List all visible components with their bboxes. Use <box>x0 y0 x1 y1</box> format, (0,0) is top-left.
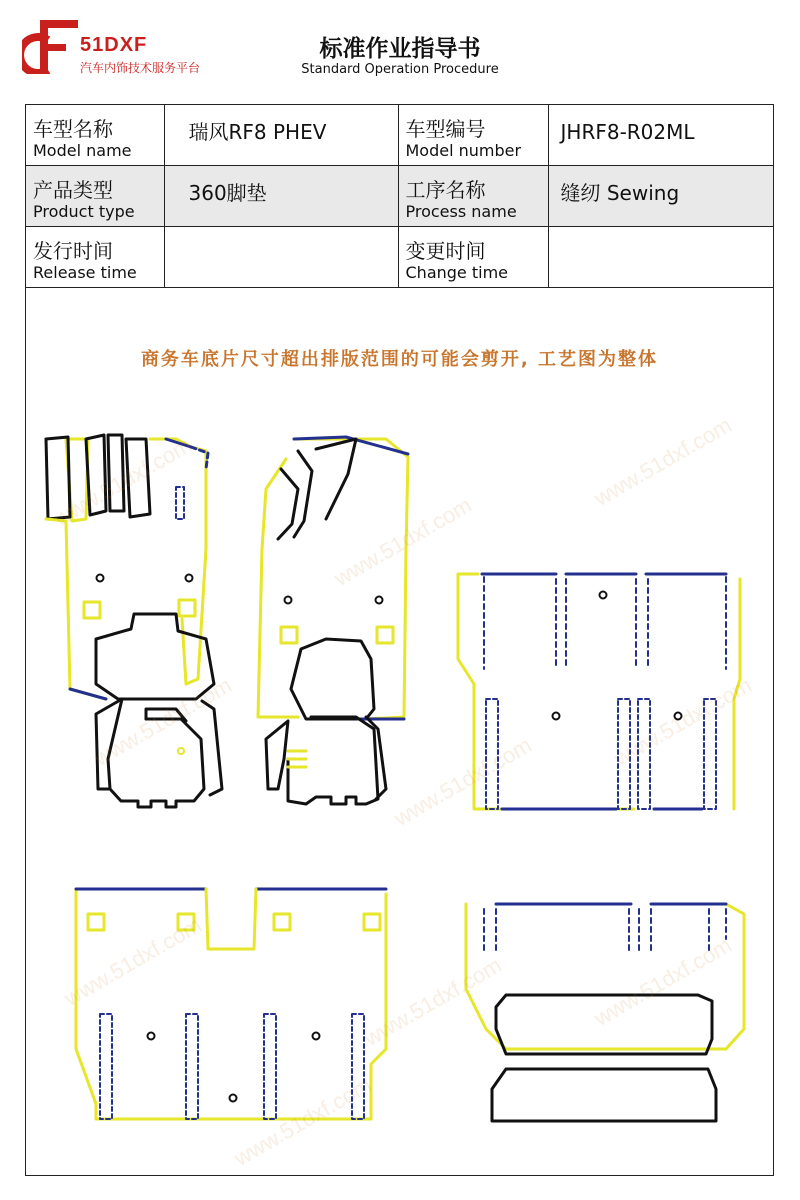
watermark: www.51dxf.com <box>589 412 736 511</box>
brand-name: 51DXF <box>80 34 148 56</box>
brand-tagline: 汽车内饰技术服务平台 <box>80 61 201 75</box>
process-name-label <box>398 166 548 227</box>
front-right-mat-piece <box>258 437 408 719</box>
watermark: www.51dxf.com <box>59 912 206 1011</box>
product-type-cell <box>164 166 398 227</box>
watermark: www.51dxf.com <box>49 432 196 531</box>
release-time-cell <box>164 227 398 288</box>
watermark: www.51dxf.com <box>389 732 536 831</box>
watermark: www.51dxf.com <box>589 932 736 1031</box>
watermark: www.51dxf.com <box>359 952 506 1051</box>
model-number-label-cn: 车型编号 <box>405 117 486 141</box>
floor-mat-patterns <box>26 289 773 1175</box>
trunk-mat-piece <box>466 904 744 1121</box>
product-type-label <box>26 166 164 227</box>
second-row-mat-piece <box>458 574 740 809</box>
process-name-value: 缝纫 Sewing <box>560 181 680 205</box>
front-left-heel-piece <box>96 699 222 807</box>
watermark: www.51dxf.com <box>89 672 236 771</box>
third-row-mat-piece <box>76 889 386 1119</box>
model-name-label <box>26 105 164 166</box>
drawing-notice: 商务车底片尺寸超出排版范围的可能会剪开, 工艺图为整体 <box>140 349 659 370</box>
model-number-label <box>398 105 548 166</box>
product-type-label-en: Product type <box>33 202 135 221</box>
front-left-mat-piece <box>46 435 214 699</box>
document-header <box>0 0 800 100</box>
release-time-label-en: Release time <box>33 263 137 282</box>
watermark: www.51dxf.com <box>229 1072 376 1171</box>
product-type-value: 360脚垫 <box>188 181 267 205</box>
pattern-drawing <box>26 289 773 1175</box>
info-table <box>26 105 773 288</box>
process-name-label-cn: 工序名称 <box>405 178 486 202</box>
model-name-cell <box>164 105 398 166</box>
change-time-label-cn: 变更时间 <box>405 239 486 263</box>
model-name-label-cn: 车型名称 <box>33 117 113 141</box>
document-subtitle: Standard Operation Procedure <box>301 62 499 77</box>
release-time-label-cn: 发行时间 <box>33 239 113 263</box>
watermark: www.51dxf.com <box>329 492 476 591</box>
model-name-label-en: Model name <box>33 141 132 160</box>
product-type-label-cn: 产品类型 <box>33 178 113 202</box>
change-time-value <box>549 227 774 243</box>
model-name-value: 瑞风RF8 PHEV <box>188 120 327 144</box>
change-time-cell <box>548 227 773 288</box>
front-right-heel-piece <box>266 717 386 804</box>
change-time-label <box>398 227 548 288</box>
instruction-sheet <box>25 104 774 1176</box>
change-time-label-en: Change time <box>405 263 508 282</box>
document-title: 标准作业指导书 <box>319 36 481 62</box>
model-number-cell <box>548 105 773 166</box>
release-time-label <box>26 227 164 288</box>
process-name-label-en: Process name <box>405 202 517 221</box>
info-row-model <box>26 105 773 166</box>
info-row-product <box>26 166 773 227</box>
release-time-value <box>165 227 398 243</box>
watermark: www.51dxf.com <box>609 672 756 771</box>
process-name-cell <box>548 166 773 227</box>
model-number-value: JHRF8-R02ML <box>560 120 695 144</box>
info-row-time <box>26 227 773 288</box>
model-number-label-en: Model number <box>405 141 522 160</box>
